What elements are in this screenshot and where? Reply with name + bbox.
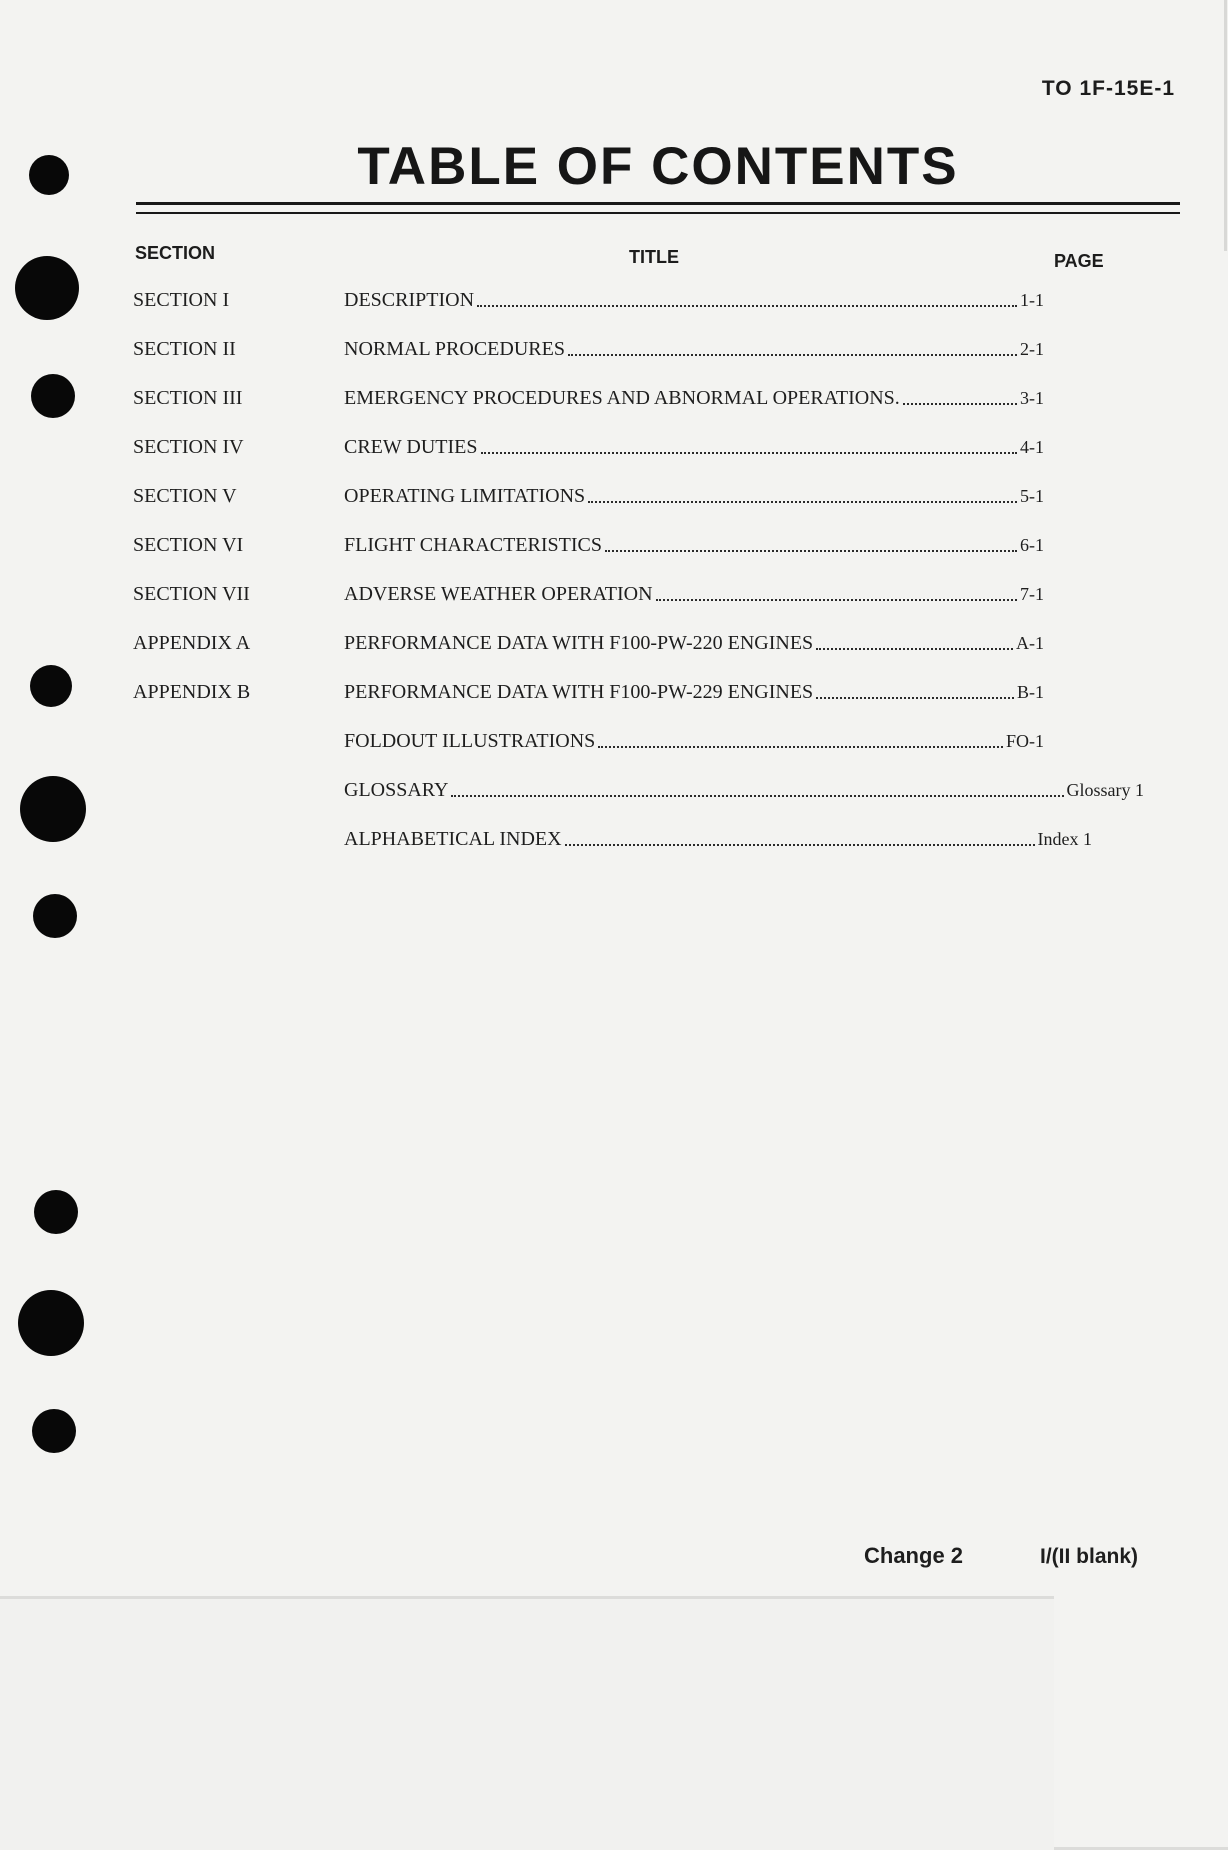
title-column-header: TITLE (629, 247, 679, 267)
section-column-header: SECTION (135, 243, 216, 263)
toc-section-label: SECTION III (133, 387, 243, 409)
toc-entry[interactable] (0, 436, 1228, 466)
page-column-header: PAGE (1054, 251, 1228, 1850)
dot-leader (565, 844, 1035, 846)
binder-hole (18, 1290, 84, 1356)
toc-entry[interactable] (0, 632, 1228, 662)
toc-entry[interactable] (0, 583, 1228, 613)
dot-leader (568, 354, 1017, 356)
toc-entry[interactable] (0, 681, 1228, 711)
toc-page: 1-1 (1020, 290, 1044, 310)
page-number: I/(II blank) (1040, 1545, 1139, 1568)
binder-hole (29, 155, 69, 195)
toc-entry[interactable] (0, 485, 1228, 515)
dot-leader (588, 501, 1017, 503)
toc-page: 6-1 (1020, 535, 1044, 555)
toc-page: A-1 (1016, 633, 1044, 653)
toc-entry[interactable] (0, 730, 1228, 760)
toc-title: OPERATING LIMITATIONS (344, 485, 586, 507)
title-rule-top (136, 202, 1180, 205)
toc-page: 2-1 (1020, 339, 1044, 359)
dot-leader (816, 697, 1014, 699)
toc-title: ALPHABETICAL INDEX (344, 828, 562, 850)
toc-section-label: APPENDIX A (133, 632, 251, 654)
dot-leader (451, 795, 1063, 797)
toc-page: 7-1 (1020, 584, 1044, 604)
toc-section-label: SECTION II (133, 338, 236, 360)
toc-page: 3-1 (1020, 388, 1044, 408)
toc-title: PERFORMANCE DATA WITH F100-PW-220 ENGINES (344, 632, 814, 654)
toc-title: GLOSSARY (344, 779, 449, 801)
toc-entry[interactable] (0, 534, 1228, 564)
dot-leader (605, 550, 1017, 552)
toc-title: PERFORMANCE DATA WITH F100-PW-229 ENGINES (344, 681, 814, 703)
toc-title: NORMAL PROCEDURES (344, 338, 565, 360)
document-number: TO 1F-15E-1 (1041, 77, 1175, 100)
page-title: TABLE OF CONTENTS (357, 137, 959, 196)
toc-entry[interactable] (0, 338, 1228, 368)
toc-title: CREW DUTIES (344, 436, 478, 458)
title-rule-bottom (136, 212, 1180, 214)
binder-hole (34, 1190, 78, 1234)
toc-section-label: SECTION IV (133, 436, 244, 458)
toc-page: B-1 (1017, 682, 1044, 702)
dot-leader (481, 452, 1017, 454)
toc-section-label: SECTION I (133, 289, 230, 311)
dot-leader (903, 403, 1017, 405)
toc-entry[interactable] (0, 289, 1228, 319)
toc-page: FO-1 (1005, 731, 1044, 751)
toc-section-label: SECTION V (133, 485, 237, 507)
toc-page: Glossary 1 (1066, 780, 1144, 800)
binder-hole (32, 1409, 76, 1453)
change-number: Change 2 (864, 1543, 964, 1568)
toc-entry[interactable] (0, 387, 1228, 417)
toc-page: Index 1 (1037, 829, 1092, 849)
toc-title: EMERGENCY PROCEDURES AND ABNORMAL OPERATIONS. (344, 387, 900, 409)
toc-page: 4-1 (1020, 437, 1044, 457)
toc-page: 5-1 (1020, 486, 1044, 506)
toc-title: FOLDOUT ILLUSTRATIONS (344, 730, 596, 752)
toc-entry[interactable] (0, 779, 1228, 809)
dot-leader (477, 305, 1017, 307)
toc-section-label: SECTION VII (133, 583, 250, 605)
dot-leader (598, 746, 1003, 748)
toc-entry[interactable] (0, 828, 1228, 858)
toc-section-label: APPENDIX B (133, 681, 251, 703)
toc-section-label: SECTION VI (133, 534, 244, 556)
dot-leader (816, 648, 1013, 650)
toc-title: DESCRIPTION (344, 289, 475, 311)
binder-hole (33, 894, 77, 938)
toc-title: FLIGHT CHARACTERISTICS (344, 534, 602, 556)
dot-leader (656, 599, 1017, 601)
toc-title: ADVERSE WEATHER OPERATION (344, 583, 653, 605)
